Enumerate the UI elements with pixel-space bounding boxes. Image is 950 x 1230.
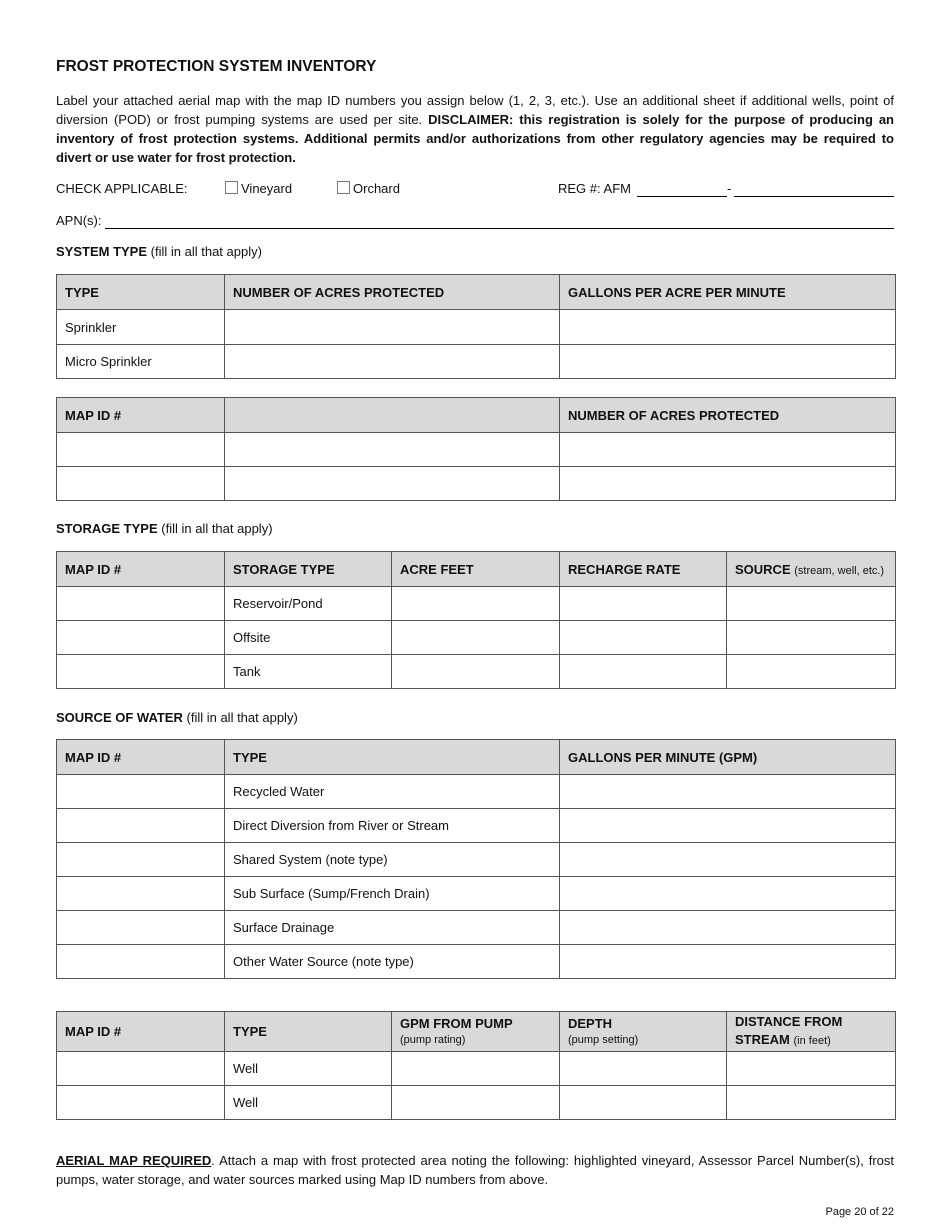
row-label: Well: [225, 1086, 392, 1120]
table-row: [57, 911, 896, 945]
table-row: [57, 877, 896, 911]
distance-cell[interactable]: [727, 1086, 896, 1120]
disclaimer-text: DISCLAIMER: this registration is solely for the purpose of producing an inventory of frost protection systems. Additional permits and/or authorizations from other regulatory agencies may be required to divert or use water for frost protection.: [56, 112, 894, 165]
acre-feet-cell[interactable]: [392, 621, 560, 655]
map-id-cell[interactable]: [57, 1052, 225, 1086]
table-row: [57, 587, 896, 621]
gallons-cell[interactable]: [560, 345, 896, 379]
system-type-note: (fill in all that apply): [150, 244, 262, 259]
page-title: FROST PROTECTION SYSTEM INVENTORY: [56, 58, 377, 75]
map-id-cell[interactable]: [57, 467, 225, 501]
source-header-note: (stream, well, etc.): [794, 564, 885, 577]
header-cell: MAP ID #: [57, 740, 225, 775]
check-applicable-label: CHECK APPLICABLE:: [56, 181, 188, 196]
map-id-cell[interactable]: [57, 1086, 225, 1120]
gpm-header: GPM FROM PUMP: [400, 1015, 513, 1031]
header-cell: NUMBER OF ACRES PROTECTED: [560, 398, 896, 433]
table-row: [57, 310, 896, 345]
reg-field-2[interactable]: [734, 196, 894, 197]
row-label: Shared System (note type): [225, 843, 560, 877]
gpm-cell[interactable]: [560, 843, 896, 877]
table-header-row: [57, 740, 896, 775]
gpm-cell[interactable]: [392, 1086, 560, 1120]
gpm-cell[interactable]: [560, 809, 896, 843]
map-id-cell[interactable]: [57, 655, 225, 689]
acres-cell[interactable]: [560, 433, 896, 467]
acres-cell[interactable]: [225, 345, 560, 379]
header-cell: MAP ID #: [57, 398, 225, 433]
system-type-heading-bold: SYSTEM TYPE: [56, 244, 148, 259]
row-label: Well: [225, 1052, 392, 1086]
source-cell[interactable]: [727, 621, 896, 655]
page-number: Page 20 of 22: [825, 1206, 894, 1218]
recharge-cell[interactable]: [560, 655, 727, 689]
table-row: [57, 843, 896, 877]
row-label: Tank: [225, 655, 392, 689]
source-of-water-table: [56, 739, 896, 979]
orchard-option[interactable]: [337, 181, 400, 196]
header-cell: TYPE: [225, 740, 560, 775]
source-cell[interactable]: [727, 655, 896, 689]
depth-header: DEPTH: [568, 1015, 613, 1031]
gpm-cell[interactable]: [560, 775, 896, 809]
map-id-cell[interactable]: [57, 809, 225, 843]
aerial-map-text: . Attach a map with frost protected area noting the following: highlighted vineyard, Assessor Parcel Number(s), frost pumps, water storage, and water sources marked using Map ID numbers from above.: [56, 1153, 894, 1187]
map-id-cell[interactable]: [57, 621, 225, 655]
vineyard-checkbox[interactable]: [225, 181, 238, 194]
row-label: Reservoir/Pond: [225, 587, 392, 621]
acre-feet-cell[interactable]: [392, 655, 560, 689]
system-type-heading: [56, 244, 262, 259]
intro-text: Label your attached aerial map with the map ID numbers you assign below (1, 2, 3, etc.). Use an additional sheet if additional wells, point of diversion (POD) or frost pumping systems are used per site.: [56, 93, 894, 127]
recharge-cell[interactable]: [560, 587, 727, 621]
table-header-row: [57, 275, 896, 310]
row-label: Sub Surface (Sump/French Drain): [225, 877, 560, 911]
table-row: [57, 809, 896, 843]
header-cell: [392, 1012, 560, 1052]
row-label: Offsite: [225, 621, 392, 655]
source-header: SOURCE: [735, 561, 791, 577]
row-label: Surface Drainage: [225, 911, 560, 945]
orchard-label: Orchard: [353, 181, 400, 196]
header-cell: RECHARGE RATE: [560, 552, 727, 587]
reg-field-1[interactable]: [637, 196, 727, 197]
table-row: [57, 467, 896, 501]
map-id-cell[interactable]: [57, 911, 225, 945]
reg-dash: -: [727, 181, 732, 196]
intro-paragraph: [56, 91, 894, 167]
row-label: Micro Sprinkler: [57, 345, 225, 379]
header-cell: [225, 398, 560, 433]
orchard-checkbox[interactable]: [337, 181, 350, 194]
recharge-cell[interactable]: [560, 621, 727, 655]
map-id-cell[interactable]: [57, 775, 225, 809]
gallons-cell[interactable]: [560, 310, 896, 345]
storage-type-heading: [56, 521, 273, 536]
distance-cell[interactable]: [727, 1052, 896, 1086]
blank-cell[interactable]: [225, 467, 560, 501]
table-row: [57, 345, 896, 379]
gpm-cell[interactable]: [392, 1052, 560, 1086]
table-row: [57, 775, 896, 809]
reg-label: REG #: AFM: [558, 181, 631, 196]
gpm-header-note: (pump rating): [400, 1033, 466, 1046]
vineyard-label: Vineyard: [241, 181, 293, 196]
header-cell: GALLONS PER ACRE PER MINUTE: [560, 275, 896, 310]
depth-cell[interactable]: [560, 1086, 727, 1120]
header-cell: TYPE: [225, 1012, 392, 1052]
gpm-cell[interactable]: [560, 945, 896, 979]
table-header-row: [57, 1012, 896, 1052]
table-row: [57, 1052, 896, 1086]
storage-type-note: (fill in all that apply): [161, 521, 273, 536]
header-cell: TYPE: [57, 275, 225, 310]
table-row: [57, 621, 896, 655]
header-cell: [727, 1012, 896, 1052]
table-header-row: [57, 552, 896, 587]
storage-type-table: [56, 551, 896, 689]
aerial-map-required: AERIAL MAP REQUIRED: [56, 1153, 212, 1168]
gpm-cell[interactable]: [560, 877, 896, 911]
row-label: Sprinkler: [57, 310, 225, 345]
header-cell: [727, 552, 896, 587]
vineyard-option[interactable]: [225, 181, 292, 196]
system-type-table: [56, 274, 896, 379]
row-label: Recycled Water: [225, 775, 560, 809]
acres-cell[interactable]: [225, 310, 560, 345]
table-header-row: [57, 398, 896, 433]
table-row: [57, 433, 896, 467]
table-row: [57, 655, 896, 689]
source-of-water-heading-bold: SOURCE OF WATER: [56, 710, 183, 725]
depth-cell[interactable]: [560, 1052, 727, 1086]
map-id-table: [56, 397, 896, 501]
distance-header-note: (in feet): [793, 1035, 831, 1047]
header-cell: MAP ID #: [57, 552, 225, 587]
distance-header: DISTANCE FROM: [735, 1014, 843, 1029]
apn-label: APN(s):: [56, 213, 102, 228]
source-of-water-heading: [56, 710, 298, 725]
map-id-cell[interactable]: [57, 587, 225, 621]
storage-type-heading-bold: STORAGE TYPE: [56, 521, 158, 536]
map-id-cell[interactable]: [57, 843, 225, 877]
header-cell: ACRE FEET: [392, 552, 560, 587]
header-cell: NUMBER OF ACRES PROTECTED: [225, 275, 560, 310]
row-label: Other Water Source (note type): [225, 945, 560, 979]
distance-header-2: STREAM: [735, 1032, 790, 1047]
acres-cell[interactable]: [560, 467, 896, 501]
apn-field[interactable]: [105, 228, 894, 229]
source-cell[interactable]: [727, 587, 896, 621]
source-of-water-note: (fill in all that apply): [186, 710, 298, 725]
header-cell: [560, 1012, 727, 1052]
map-id-cell[interactable]: [57, 945, 225, 979]
table-row: [57, 1086, 896, 1120]
gpm-cell[interactable]: [560, 911, 896, 945]
header-cell: GALLONS PER MINUTE (GPM): [560, 740, 896, 775]
header-cell: STORAGE TYPE: [225, 552, 392, 587]
map-id-cell[interactable]: [57, 877, 225, 911]
map-id-cell[interactable]: [57, 433, 225, 467]
well-table: [56, 1011, 896, 1120]
table-row: [57, 945, 896, 979]
row-label: Direct Diversion from River or Stream: [225, 809, 560, 843]
depth-header-note: (pump setting): [568, 1033, 639, 1046]
aerial-map-note: [56, 1151, 894, 1189]
header-cell: MAP ID #: [57, 1012, 225, 1052]
acre-feet-cell[interactable]: [392, 587, 560, 621]
blank-cell[interactable]: [225, 433, 560, 467]
